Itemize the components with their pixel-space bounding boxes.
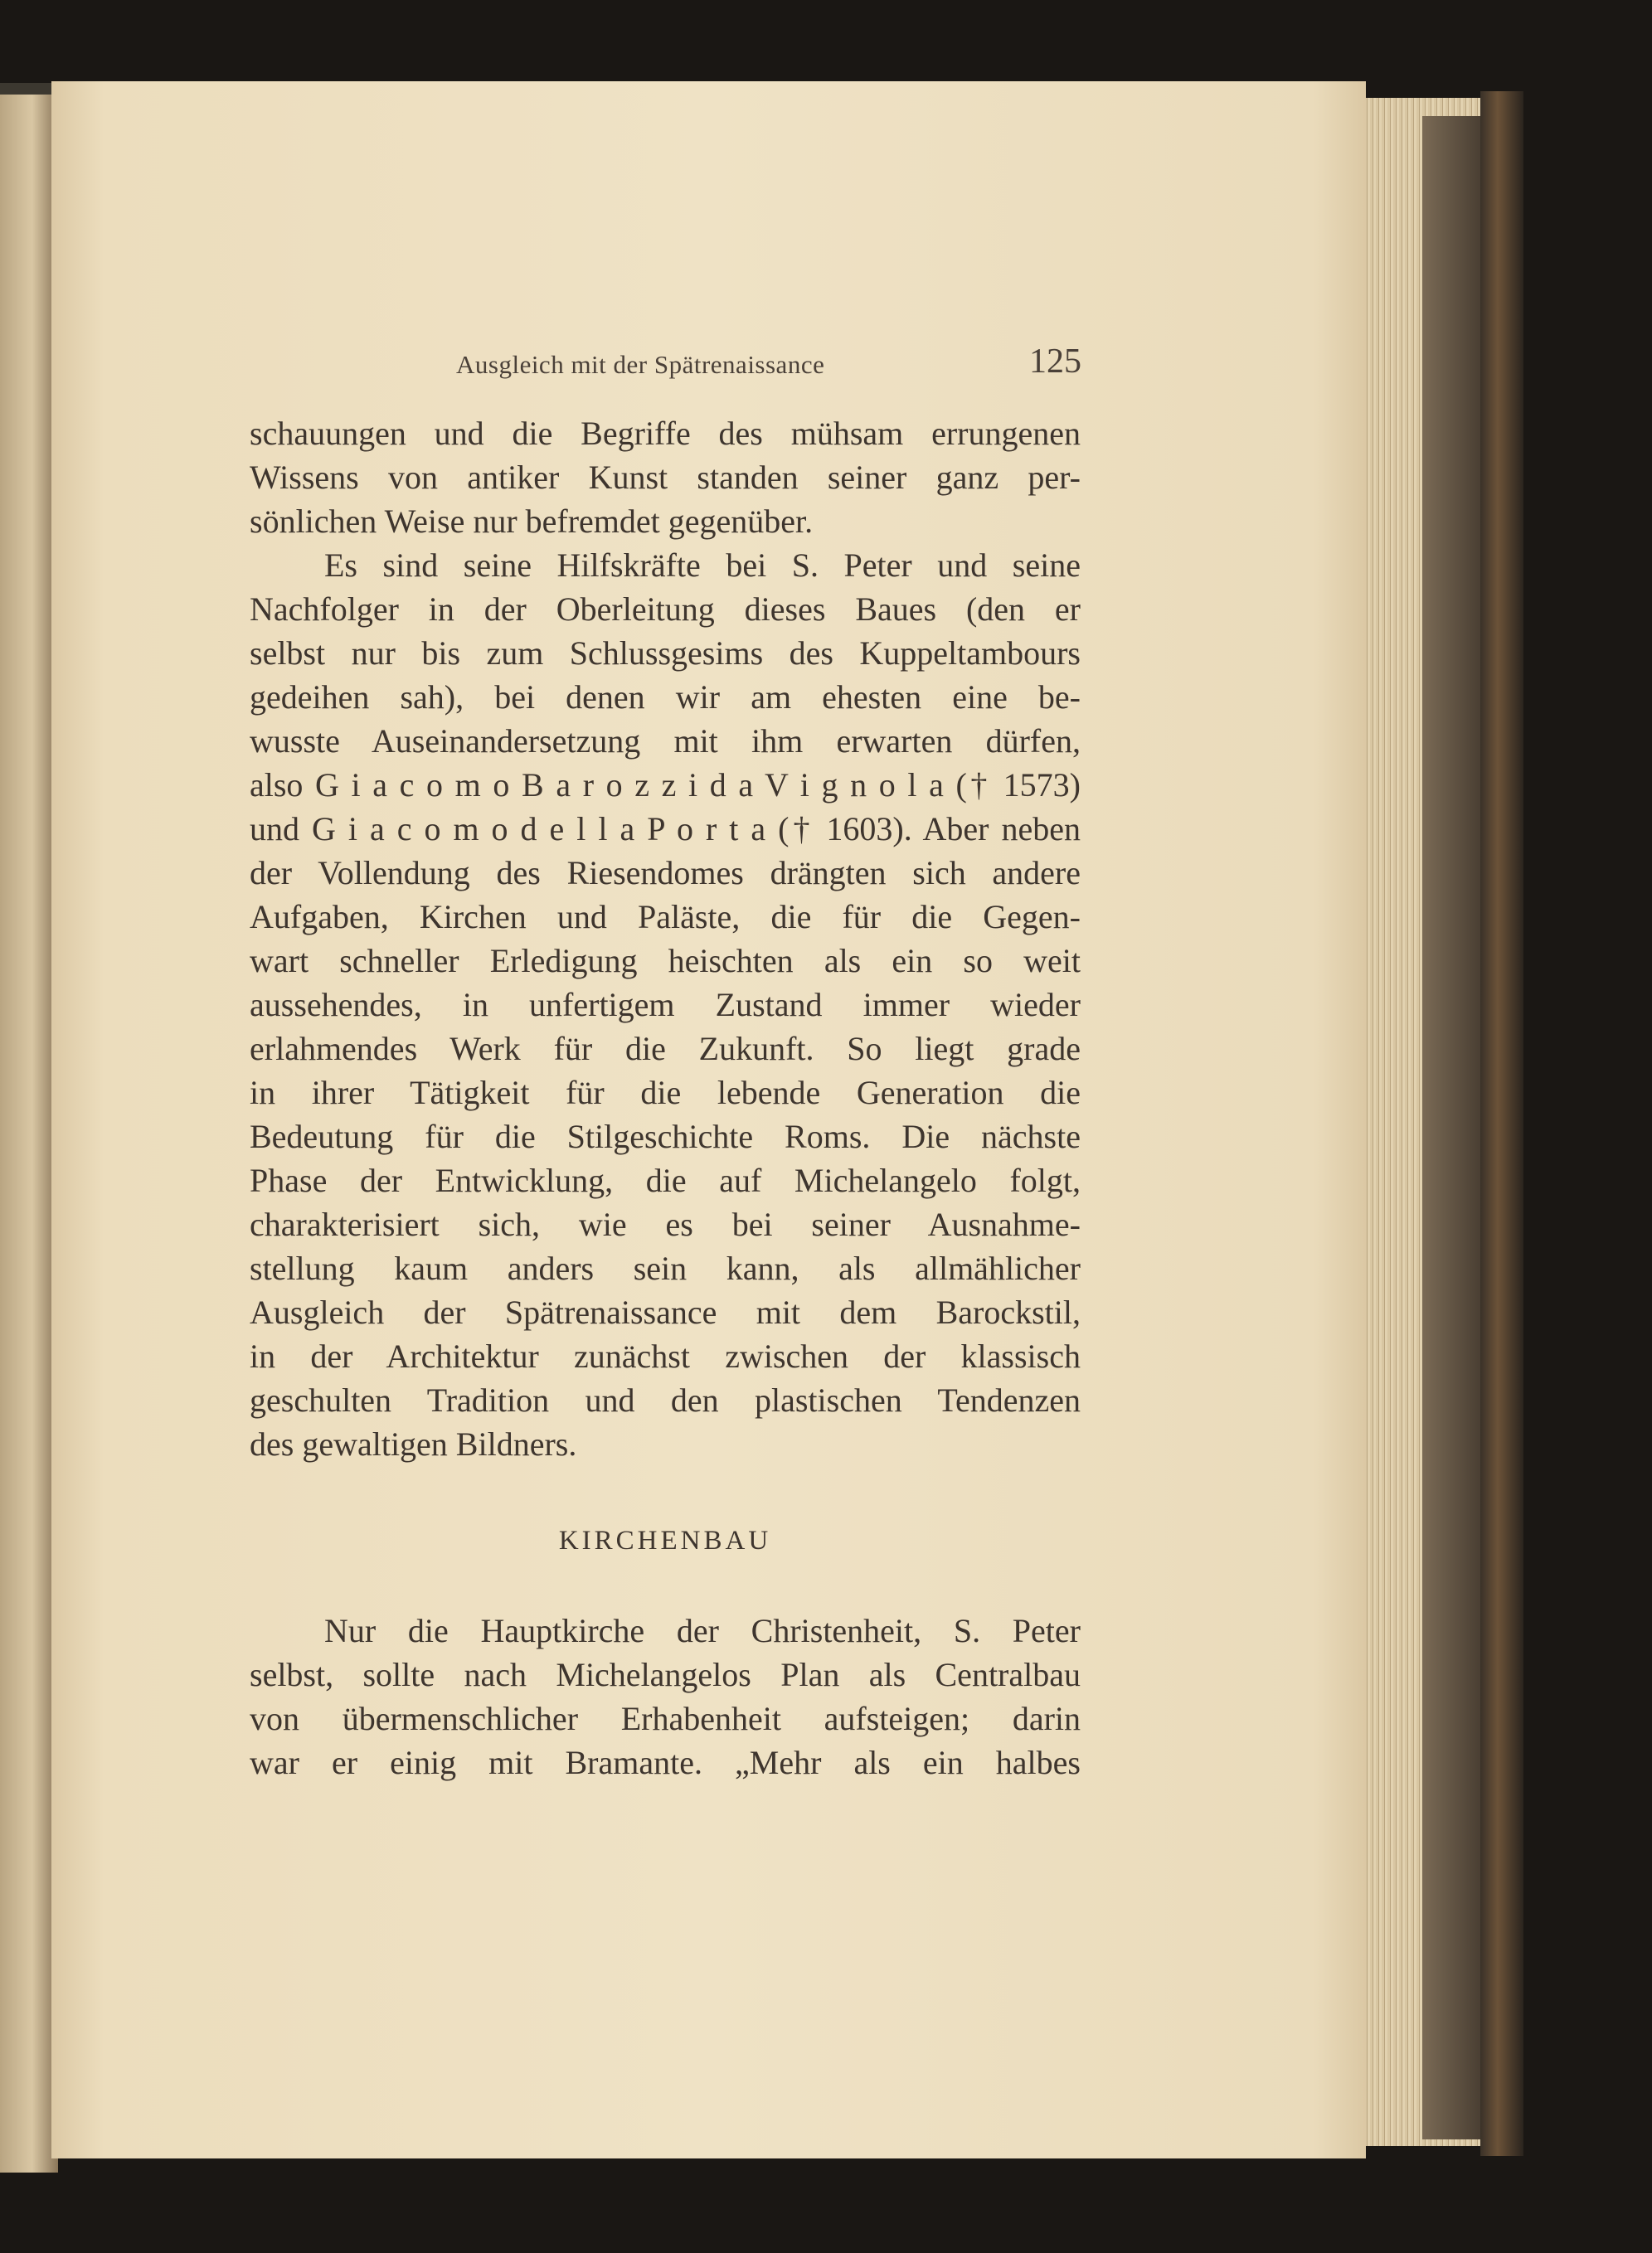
text-line: Bedeutung für die Stilgeschichte Roms. Die nächste (250, 1118, 1081, 1155)
page-number: 125 (1029, 342, 1081, 381)
running-title: Ausgleich mit der Spätrenaissance (456, 350, 825, 379)
text-line: des gewaltigen Bildners. (250, 1425, 577, 1463)
text-line: in ihrer Tätigkeit für die lebende Generation die (250, 1074, 1081, 1111)
text-line: stellung kaum anders sein kann, als allmählicher (250, 1250, 1081, 1287)
text-line: selbst nur bis zum Schlussgesims des Kuppeltambours (250, 634, 1081, 672)
text-line: geschulten Tradition und den plastischen Tendenzen (250, 1381, 1081, 1419)
body-text-continued (250, 1609, 1081, 1784)
text-line: und G i a c o m o d e l l a P o r t a († 1603). Aber neben (250, 810, 1081, 847)
text-line: erlahmendes Werk für die Zukunft. So liegt grade (250, 1030, 1081, 1067)
text-line: also G i a c o m o B a r o z z i d a V i g n o l a († 1573) (250, 766, 1081, 804)
text-line: Wissens von antiker Kunst standen seiner ganz per- (250, 459, 1081, 496)
text-line: Phase der Entwicklung, die auf Michelangelo folgt, (250, 1162, 1081, 1199)
text-line: war er einig mit Bramante. „Mehr als ein halbes (250, 1744, 1081, 1781)
page-header (249, 342, 1081, 391)
facing-page-edge (0, 83, 58, 2173)
text-line: aussehendes, in unfertigem Zustand immer wieder (250, 986, 1081, 1023)
section-heading: KIRCHENBAU (558, 1526, 772, 1556)
text-line: schauungen und die Begriffe des mühsam errungenen (250, 415, 1081, 452)
text-line: wusste Auseinandersetzung mit ihm erwarten dürfen, (250, 722, 1081, 760)
text-line: Aufgaben, Kirchen und Paläste, die für die Gegen- (250, 898, 1081, 935)
text-line: der Vollendung des Riesendomes drängten sich andere (250, 854, 1081, 891)
text-line: Nachfolger in der Oberleitung dieses Baues (den er (250, 590, 1081, 628)
page-stack-shadow (1422, 116, 1480, 2139)
facing-page-cover (0, 83, 58, 95)
text-line: charakterisiert sich, wie es bei seiner Ausnahme- (250, 1206, 1081, 1243)
text-line: wart schneller Erledigung heischten als ein so weit (250, 942, 1081, 979)
text-line: von übermenschlicher Erhabenheit aufsteigen; darin (250, 1700, 1081, 1737)
body-text (250, 411, 1081, 1466)
text-line: sönlichen Weise nur befremdet gegenüber. (250, 503, 814, 540)
text-line: Es sind seine Hilfskräfte bei S. Peter und seine (324, 546, 1081, 584)
text-line: Nur die Hauptkirche der Christenheit, S. Peter (324, 1612, 1081, 1649)
text-line: Ausgleich der Spätrenaissance mit dem Barockstil, (250, 1294, 1081, 1331)
text-line: in der Architektur zunächst zwischen der klassisch (250, 1338, 1081, 1375)
text-line: selbst, sollte nach Michelangelos Plan als Centralbau (250, 1656, 1081, 1693)
text-line: gedeihen sah), bei denen wir am ehesten eine be- (250, 678, 1081, 716)
book-cover-edge (1480, 91, 1523, 2156)
